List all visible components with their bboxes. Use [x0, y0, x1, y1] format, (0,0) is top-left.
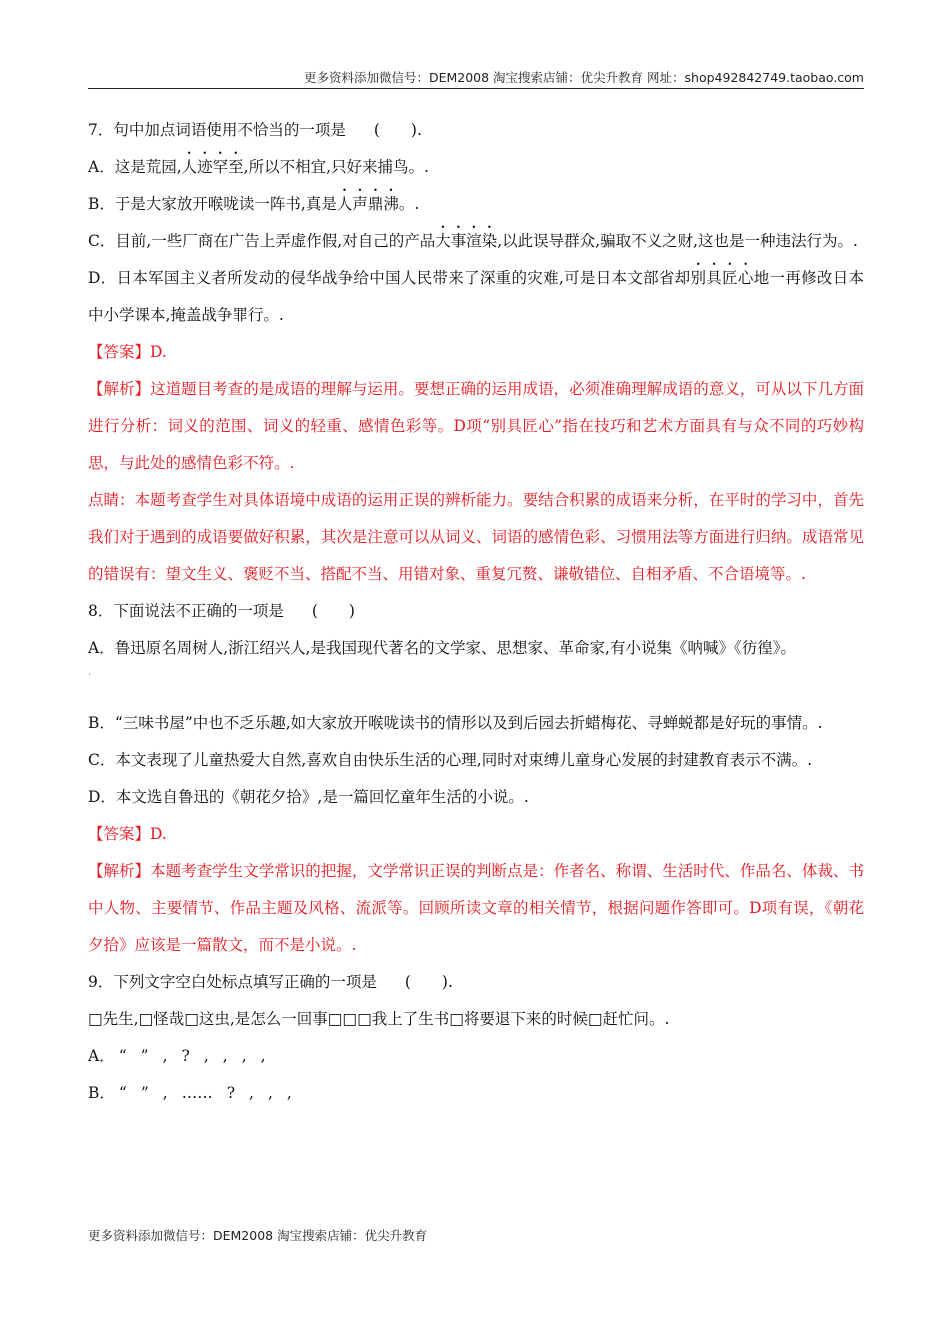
q8-analysis: 【解析】本题考查学生文学常识的把握，文学常识正误的判断点是：作者名、称谓、生活时代、作品名、体裁、书中人物、主要情节、作品主题及风格、流派等。回顾所读文章的相关情节，根据问题作答即可。D项有误，《朝花夕拾》应该是一篇散文，而不是小说。.: [88, 862, 864, 954]
q9-a-mark: ,: [222, 1047, 228, 1065]
q8-option-d: D．本文选自鲁迅的《朝花夕拾》,是一篇回忆童年生活的小说。.: [88, 788, 529, 806]
q7-a-post: ,所以不相宜,只好来捕鸟。.: [243, 158, 429, 176]
q8-answer: 【答案】D.: [88, 825, 167, 843]
q9-a-mark: ,: [241, 1047, 247, 1065]
page-footer: [88, 1226, 427, 1244]
q7-answer: 【答案】D.: [88, 343, 167, 361]
q9-b-mark: ,: [162, 1084, 168, 1102]
q8-stem-text: 8．下面说法不正确的一项是: [88, 602, 284, 620]
q7-c-dotted: 大事渲染: [435, 232, 498, 250]
q9-paren: ( ).: [404, 973, 453, 991]
q8-paren: ( ): [311, 602, 355, 620]
q7-stem: [88, 112, 864, 149]
q7-tip: 点睛：本题考查学生对具体语境中成语的运用正误的辨析能力。要结合积累的成语来分析，在平时的学习中，首先我们对于遇到的成语要做好积累，其次是注意可以从词义、词语的感情色彩、习惯用法等方面进行归纳。成语常见的错误有：望文生义、褒贬不当、搭配不当、用错对象、重复冗赘、谦敬错位、自相矛盾、不合语境等。.: [88, 491, 864, 583]
q9-option-b: [88, 1075, 864, 1112]
page-header: [88, 68, 864, 89]
q8-option-c: C．本文表现了儿童热爱大自然,喜欢自由快乐生活的心理,同时对束缚儿童身心发展的封建教育表示不满。.: [88, 751, 813, 769]
q9-stem-text: 9．下列文字空白处标点填写正确的一项是: [88, 973, 377, 991]
q9-b-mark: ,: [267, 1084, 273, 1102]
q8-spacer: [88, 679, 864, 705]
q9-a-mark: ?: [181, 1047, 190, 1065]
q7-d-post: 地一再修改日本中小学课本,掩盖战争罪行。.: [88, 269, 864, 324]
header-text: 更多资料添加微信号：DEM2008 淘宝搜索店铺：优尖升教育 网址：shop492842749.taobao.com: [303, 70, 864, 85]
q9-a-label: A．: [88, 1047, 115, 1065]
q7-a-pre: A．这是荒园,: [88, 158, 182, 176]
q7-c-post: ,以此误导群众,骗取不义之财,这也是一种违法行为。.: [497, 232, 858, 250]
document-body: [88, 112, 864, 1112]
q7-paren: ( ).: [373, 121, 422, 139]
q7-stem-text: 7．句中加点词语使用不恰当的一项是: [88, 121, 346, 139]
q9-b-mark: ……: [181, 1084, 213, 1102]
q9-text: □先生,□怪哉□这虫,是怎么一回事□□□我上了生书□将要退下来的时候□赶忙问。.: [88, 1010, 670, 1028]
q7-option-d: [88, 260, 864, 334]
q8-option-a: A．鲁迅原名周树人,浙江绍兴人,是我国现代著名的文学家、思想家、革命家,有小说集《呐喊》《彷徨》。: [88, 639, 796, 657]
q9-b-mark: ”: [140, 1084, 149, 1102]
q9-a-mark: ,: [162, 1047, 168, 1065]
q7-analysis: 【解析】这道题目考查的是成语的理解与运用。要想正确的运用成语，必须准确理解成语的意义，可从以下几方面进行分析：词义的范围、词义的轻重、感情色彩等。D项“别具匠心”指在技巧和艺术方面具有与众不同的巧妙构思，与此处的感情色彩不符。.: [88, 380, 864, 472]
q9-b-mark: “: [118, 1084, 127, 1102]
q9-b-label: B．: [88, 1084, 115, 1102]
q9-a-mark: ”: [140, 1047, 149, 1065]
q9-a-mark: ,: [203, 1047, 209, 1065]
q9-b-mark: ,: [286, 1084, 292, 1102]
q7-b-dotted: 人声鼎沸: [336, 195, 399, 213]
q7-d-dotted: 别具匠心: [690, 269, 754, 287]
q7-b-post: 。.: [398, 195, 420, 213]
q9-b-mark: ?: [226, 1084, 236, 1102]
q9-b-mark: ,: [249, 1084, 254, 1102]
footer-text: 更多资料添加微信号：DEM2008 淘宝搜索店铺：优尖升教育: [88, 1228, 428, 1243]
q8-stem: [88, 593, 864, 630]
q8-option-b: B．“三味书屋”中也不乏乐趣,如大家放开喉咙读书的情形以及到后园去折蜡梅花、寻蝉蜕都是好玩的事情。.: [88, 714, 823, 732]
q7-c-pre: C．目前,一些厂商在广告上弄虚作假,对自己的产品: [88, 232, 436, 250]
q7-option-a: [88, 149, 864, 186]
q7-option-c: [88, 223, 864, 260]
q9-stem: [88, 964, 864, 1001]
q7-d-pre: D．日本军国主义者所发动的侵华战争给中国人民带来了深重的灾难,可是日本文部省却: [88, 269, 691, 287]
q7-option-b: [88, 186, 864, 223]
q8-option-a-tail: .: [88, 667, 92, 678]
q9-option-a: [88, 1038, 864, 1075]
q7-a-dotted: 人迹罕至: [181, 158, 244, 176]
q7-b-pre: B．于是大家放开喉咙读一阵书,真是: [88, 195, 337, 213]
q9-a-mark: ,: [260, 1047, 266, 1065]
q9-a-mark: “: [118, 1047, 127, 1065]
